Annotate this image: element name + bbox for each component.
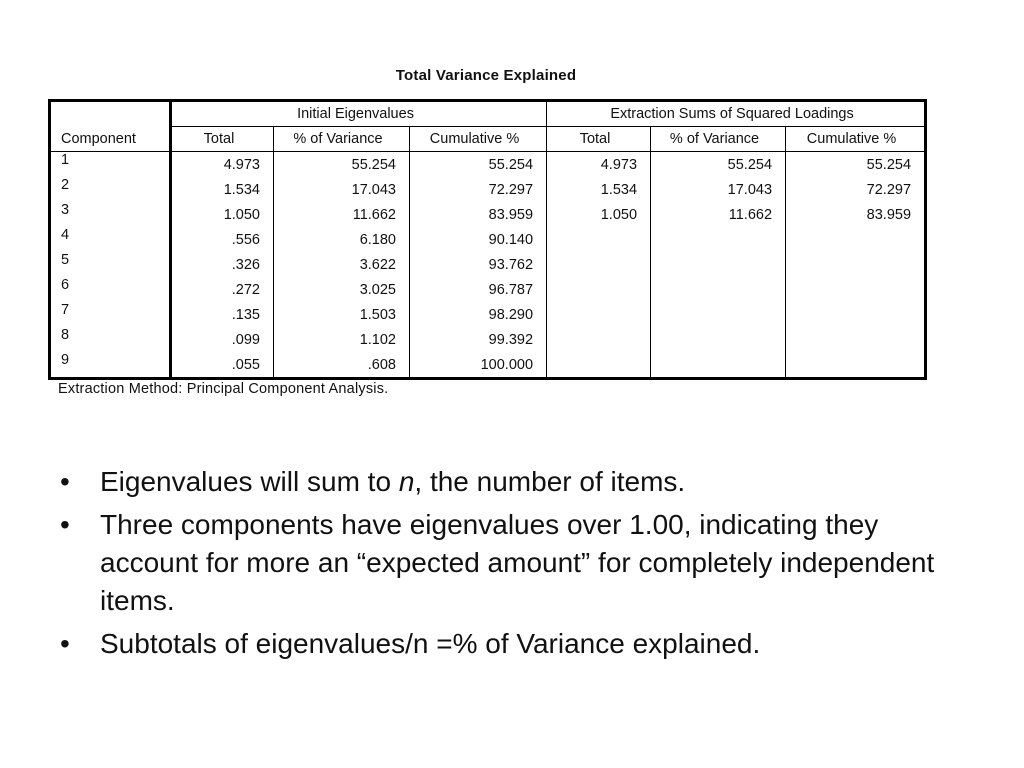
table-row — [50, 227, 926, 252]
table-cell: 83.959 — [786, 202, 926, 227]
table-cell: .556 — [171, 227, 274, 252]
table-cell: 55.254 — [651, 152, 786, 178]
table-cell — [547, 277, 651, 302]
table-row — [50, 252, 926, 277]
table-cell: 3.025 — [274, 277, 410, 302]
table-cell: 11.662 — [274, 202, 410, 227]
table-row — [50, 277, 926, 302]
table-cell: 6.180 — [274, 227, 410, 252]
table-cell: .135 — [171, 302, 274, 327]
table-cell: 1.102 — [274, 327, 410, 352]
column-header: Total — [547, 127, 651, 152]
bullet-item — [60, 625, 960, 663]
table-cell: 1.503 — [274, 302, 410, 327]
table-row — [50, 177, 926, 202]
table-cell: .099 — [171, 327, 274, 352]
column-header: Total — [171, 127, 274, 152]
table-cell: 4.973 — [171, 152, 274, 178]
column-header: Cumulative % — [786, 127, 926, 152]
table-row — [50, 302, 926, 327]
table-cell — [786, 252, 926, 277]
corner-cell — [50, 101, 171, 127]
table-cell: 93.762 — [410, 252, 547, 277]
table-cell: 99.392 — [410, 327, 547, 352]
variance-table — [48, 99, 927, 380]
table-cell: 1.534 — [171, 177, 274, 202]
table-cell: 55.254 — [274, 152, 410, 178]
table-cell: 17.043 — [274, 177, 410, 202]
table-cell — [651, 352, 786, 379]
table-cell: 90.140 — [410, 227, 547, 252]
row-label: 4 — [61, 227, 70, 243]
bullet-item — [60, 506, 960, 620]
group-header-initial: Initial Eigenvalues — [171, 101, 547, 127]
row-label: 7 — [61, 302, 70, 318]
bullet-text-italic: n — [398, 466, 415, 497]
table-cell — [786, 352, 926, 379]
table-cell: 4.973 — [547, 152, 651, 178]
table-cell: 17.043 — [651, 177, 786, 202]
table-cell: 83.959 — [410, 202, 547, 227]
bullet-marker: • — [60, 628, 70, 659]
bullet-marker: • — [60, 466, 70, 497]
table-cell: 55.254 — [410, 152, 547, 178]
table-cell — [651, 302, 786, 327]
table-row — [50, 327, 926, 352]
bullet-item — [60, 463, 960, 501]
table-cell: 3.622 — [274, 252, 410, 277]
table-cell — [547, 327, 651, 352]
bullet-list — [60, 463, 960, 668]
table-cell — [651, 277, 786, 302]
group-header-extraction: Extraction Sums of Squared Loadings — [547, 101, 926, 127]
table-cell — [786, 302, 926, 327]
table-cell: 55.254 — [786, 152, 926, 178]
table-cell — [786, 227, 926, 252]
table-row — [50, 202, 926, 227]
table-cell — [651, 327, 786, 352]
row-label: 9 — [61, 352, 70, 368]
column-header-row — [50, 127, 926, 152]
table-cell: 72.297 — [410, 177, 547, 202]
column-header: % of Variance — [651, 127, 786, 152]
table-cell — [786, 277, 926, 302]
table-cell: 72.297 — [786, 177, 926, 202]
row-label: 5 — [61, 252, 70, 268]
table-cell — [547, 302, 651, 327]
column-header: Cumulative % — [410, 127, 547, 152]
table-cell — [786, 327, 926, 352]
table-cell: 1.534 — [547, 177, 651, 202]
table-title: Total Variance Explained — [395, 67, 577, 84]
row-label: 6 — [61, 277, 70, 293]
table-cell: 98.290 — [410, 302, 547, 327]
table-row — [50, 352, 926, 379]
bullet-marker: • — [60, 509, 70, 540]
table-cell: .608 — [274, 352, 410, 379]
table-cell: 96.787 — [410, 277, 547, 302]
table-cell: .326 — [171, 252, 274, 277]
table-cell: 11.662 — [651, 202, 786, 227]
bullet-text-post: , the number of items. — [414, 466, 686, 497]
row-label: 3 — [61, 202, 70, 218]
table-cell: 100.000 — [410, 352, 547, 379]
row-label: 1 — [61, 152, 70, 168]
table-cell: .272 — [171, 277, 274, 302]
bullet-text: Three components have eigenvalues over 1.00, indicating they account for more an “expected amount” for completely independent items. — [100, 509, 935, 616]
table-cell: 1.050 — [547, 202, 651, 227]
row-label: 2 — [61, 177, 70, 193]
table-cell: .055 — [171, 352, 274, 379]
table-cell — [547, 227, 651, 252]
column-header: % of Variance — [274, 127, 410, 152]
table-cell — [547, 352, 651, 379]
bullet-text-pre: Eigenvalues will sum to — [100, 466, 399, 497]
table-row — [50, 152, 926, 178]
table-cell — [651, 227, 786, 252]
table-footnote: Extraction Method: Principal Component Analysis. — [58, 381, 389, 397]
table-cell — [547, 252, 651, 277]
group-header-row — [50, 101, 926, 127]
bullet-text: Subtotals of eigenvalues/n =% of Variance explained. — [100, 628, 761, 659]
table-cell — [651, 252, 786, 277]
row-label: 8 — [61, 327, 70, 343]
column-header: Component — [50, 127, 171, 152]
table-cell: 1.050 — [171, 202, 274, 227]
